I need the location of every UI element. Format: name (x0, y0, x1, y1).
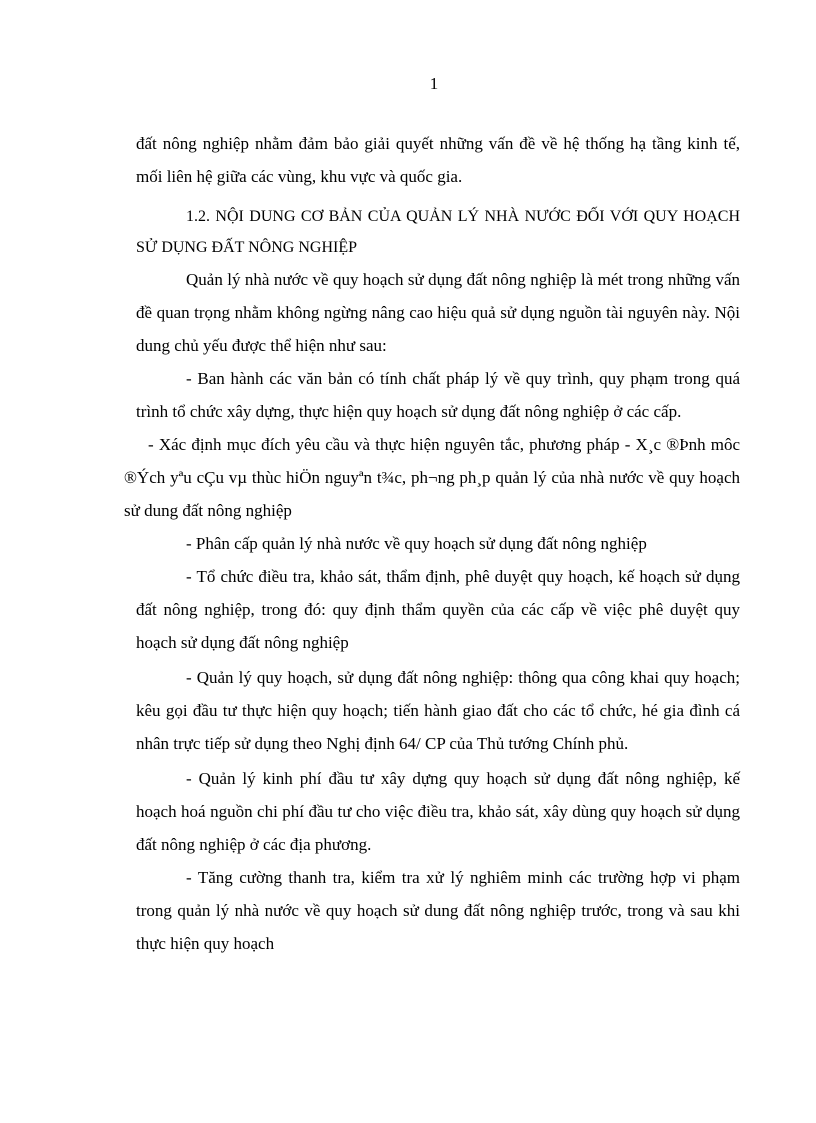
section-heading: 1.2. NỘI DUNG CƠ BẢN CỦA QUẢN LÝ NHÀ NƯỚC ĐỐI VỚI QUY HOẠCH SỬ DỤNG ĐẤT NÔNG NGHIỆP (136, 208, 740, 256)
list-item: - Quản lý kinh phí đầu tư xây dựng quy hoạch sử dụng đất nông nghiệp, kế hoạch hoá nguồn chi phí đầu tư cho việc điều tra, khảo sát, xây dùng quy hoạch sử dụng đất nông nghiệp ở các địa phương. (136, 769, 740, 854)
list-item: - Xác định mục đích yêu cầu và thực hiện nguyên tắc, phương pháp - X¸c ®Þnh môc ®Ých yªu cÇu vµ thùc hiÖn nguyªn t¾c, ph¬ng ph¸p quản lý của nhà nước về quy hoạch sử dung đất nông nghiệp (124, 435, 740, 520)
paragraph-intro-continuation: đất nông nghiệp nhằm đảm bảo giải quyết những vấn đề về hệ thống hạ tầng kinh tế, mối liên hệ giữa các vùng, khu vực và quốc gia. (136, 134, 740, 186)
list-item: - Phân cấp quản lý nhà nước về quy hoạch sử dụng đất nông nghiệp (186, 534, 647, 553)
page-number: 1 (429, 74, 439, 93)
list-item: - Quản lý quy hoạch, sử dụng đất nông nghiệp: thông qua công khai quy hoạch; kêu gọi đầu tư thực hiện quy hoạch; tiến hành giao đất cho các tổ chức, hé gia đình cá nhân trực tiếp sử dụng theo Nghị định 64/ CP của Thủ tướng Chính phủ. (136, 668, 740, 753)
list-item: - Tăng cường thanh tra, kiểm tra xử lý nghiêm minh các trường hợp vi phạm trong quản lý nhà nước về quy hoạch sử dung đất nông nghiệp trước, trong và sau khi thực hiện quy hoạch (136, 868, 740, 953)
paragraph-overview: Quản lý nhà nước về quy hoạch sử dụng đất nông nghiệp là mét trong những vấn đề quan trọng nhằm không ngừng nâng cao hiệu quả sử dụng nguồn tài nguyên này. Nội dung chủ yếu được thể hiện như sau: (136, 270, 740, 355)
document-body (124, 127, 740, 960)
list-item: - Ban hành các văn bản có tính chất pháp lý về quy trình, quy phạm trong quá trình tổ chức xây dựng, thực hiện quy hoạch sử dụng đất nông nghiệp ở các cấp. (136, 369, 740, 421)
list-item: - Tổ chức điều tra, khảo sát, thẩm định, phê duyệt quy hoạch, kế hoạch sử dụng đất nông nghiệp, trong đó: quy định thẩm quyền của các cấp về việc phê duyệt quy hoạch sử dụng đất nông nghiệp (136, 567, 740, 652)
